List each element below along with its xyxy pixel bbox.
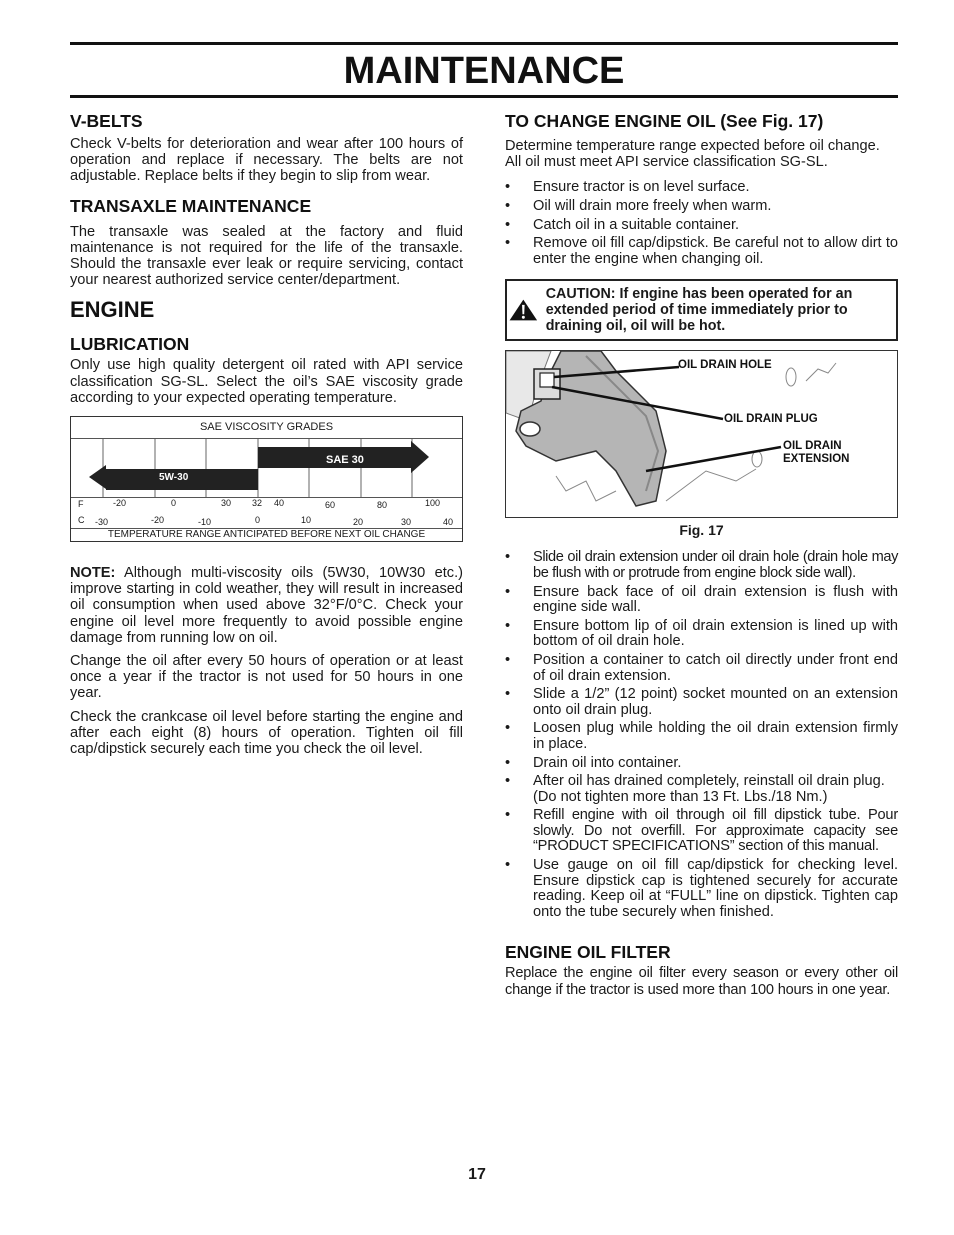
chart-footer: TEMPERATURE RANGE ANTICIPATED BEFORE NEXT OIL CHANGE <box>107 529 426 541</box>
list-item: • Catch oil in a suitable container. <box>505 218 898 234</box>
fahrenheit-label: F <box>78 499 84 510</box>
list-item: • Remove oil fill cap/dipstick. Be careful not to allow dirt to enter the engine when changing oil. <box>505 236 898 267</box>
page-title: MAINTENANCE <box>343 50 625 92</box>
list-item: • After oil has drained completely, reinstall oil drain plug. (Do not tighten more than 13 Ft. Lbs./18 Nm.) <box>505 774 898 805</box>
top-rule <box>70 42 898 45</box>
caution-box <box>505 279 898 341</box>
bar-5w30-label: 5W-30 <box>159 472 189 484</box>
vbelts-text: Check V-belts for deterioration and wear after 100 hours of operation and replace if necessary. The belts are not adjustable. Replace belts if they begin to slip from wear. <box>70 136 463 185</box>
list-item: • Slide a 1/2” (12 point) socket mounted on an extension onto oil drain plug. <box>505 687 898 718</box>
chart-title: SAE VISCOSITY GRADES <box>199 421 334 434</box>
c-tick: 20 <box>353 517 364 528</box>
bar-sae30-label: SAE 30 <box>326 454 364 467</box>
c-tick: -30 <box>95 517 109 528</box>
right-column <box>505 108 898 998</box>
c-tick: 0 <box>255 515 261 526</box>
list-item: • Ensure bottom lip of oil drain extension is lined up with bottom of oil drain hole. <box>505 619 898 650</box>
warning-triangle-icon <box>507 282 540 338</box>
transaxle-text: The transaxle was sealed at the factory and fluid maintenance is not required for the life of the transaxle. Should the transaxle ever leak or require servicing, contact your nearest authorized service center/department. <box>70 223 463 289</box>
f-tick: 60 <box>325 500 336 511</box>
vbelts-heading: V-BELTS <box>70 111 143 131</box>
list-item: • Drain oil into container. <box>505 756 898 772</box>
figure-caption: Fig. 17 <box>679 522 724 539</box>
note-text: Although multi-viscosity oils (5W30, 10W30 etc.) improve starting in cold weather, they will result in increased oil consumption when used above 32°F/0°C. Check your engine oil level more frequently to avoid possible engine damage from running low on oil. <box>70 565 463 646</box>
list-item: • Loosen plug while holding the oil drain extension firmly in place. <box>505 721 898 752</box>
figure-17 <box>505 350 898 518</box>
label-oil-drain-extension-2: EXTENSION <box>783 453 850 466</box>
title-rule <box>70 95 898 98</box>
list-item: • Ensure back face of oil drain extension is flush with engine side wall. <box>505 585 898 616</box>
c-tick: 10 <box>301 515 312 526</box>
oil-filter-text: Replace the engine oil filter every season or every other oil change if the tractor is used more than 100 hours in one year. <box>505 965 898 998</box>
c-tick: 30 <box>401 517 412 528</box>
f-tick: 40 <box>274 498 285 509</box>
page-number: 17 <box>468 1166 486 1183</box>
label-oil-drain-extension-1: OIL DRAIN <box>783 440 842 453</box>
list-item: • Refill engine with oil through oil fill dipstick tube. Pour slowly. Do not overfill. For approximate capacity see “PRODUCT SPECIFICATIONS” section of this manual. <box>505 808 898 855</box>
f-tick: 100 <box>425 498 441 509</box>
left-column <box>70 108 463 757</box>
c-tick: -10 <box>198 517 212 528</box>
list-item: • Oil will drain more freely when warm. <box>505 199 898 215</box>
oil-drain-illustration <box>506 351 897 517</box>
celsius-label: C <box>78 515 85 526</box>
drain-bullet-list <box>505 550 898 920</box>
f-tick: 30 <box>221 498 232 509</box>
change-oil-paragraph: Change the oil after every 50 hours of operation or at least once a year if the tractor is not used for 50 hours in one year. <box>70 653 463 702</box>
c-tick: -20 <box>151 515 165 526</box>
f-tick: 32 <box>252 498 263 509</box>
f-tick: 0 <box>171 498 177 509</box>
viscosity-bars <box>71 439 462 503</box>
change-engine-oil-heading: TO CHANGE ENGINE OIL (See Fig. 17) <box>505 111 824 131</box>
lubrication-text: Only use high quality detergent oil rated with API service classification SG-SL. Select the oil’s SAE viscosity grade according to your expected operating temperature. <box>70 357 463 406</box>
list-item: • Use gauge on oil fill cap/dipstick for checking level. Ensure dipstick cap is tightened securely for accurate reading. Keep oil at “FULL” line on dipstick. Tighten cap onto the tube securely when finished. <box>505 858 898 920</box>
caution-text: CAUTION: If engine has been operated for an extended period of time immediately prior to draining oil, oil will be hot. <box>545 286 853 335</box>
note-paragraph <box>70 565 463 646</box>
note-label: NOTE: <box>70 565 116 582</box>
f-tick: 80 <box>377 500 388 511</box>
lubrication-heading: LUBRICATION <box>70 334 190 355</box>
label-oil-drain-hole: OIL DRAIN HOLE <box>678 359 772 372</box>
f-tick: -20 <box>113 498 127 509</box>
prep-bullet-list <box>505 180 898 267</box>
oil-filter-heading: ENGINE OIL FILTER <box>505 942 671 963</box>
c-tick: 40 <box>443 517 454 528</box>
sae-viscosity-chart <box>70 416 463 542</box>
crankcase-paragraph: Check the crankcase oil level before starting the engine and after each eight (8) hours of operation. Tighten oil fill cap/dipstick securely each time you check the oil level. <box>70 708 463 758</box>
transaxle-heading: TRANSAXLE MAINTENANCE <box>70 195 312 216</box>
list-item: • Ensure tractor is on level surface. <box>505 180 898 196</box>
engine-heading: ENGINE <box>70 297 155 323</box>
change-engine-oil-intro: Determine temperature range expected before oil change. All oil must meet API service classification SG-SL. <box>505 138 880 171</box>
label-oil-drain-plug: OIL DRAIN PLUG <box>724 413 818 426</box>
list-item: • Position a container to catch oil directly under front end of oil drain extension. <box>505 653 898 684</box>
list-item: • Slide oil drain extension under oil drain hole (drain hole may be flush with or protrude from engine block side wall). <box>505 550 898 581</box>
